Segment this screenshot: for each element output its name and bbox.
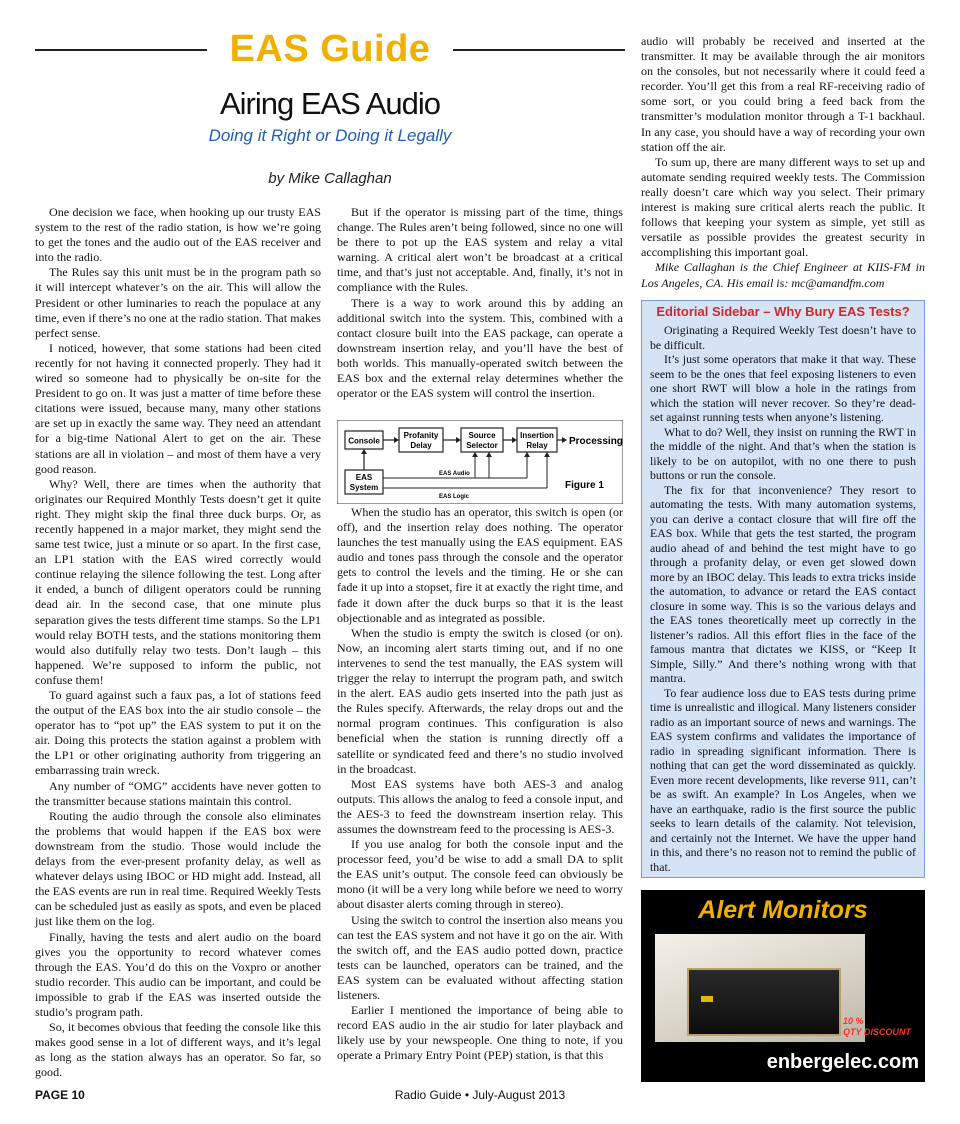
paragraph: Using the switch to control the insertion also means you can test the EAS system and not have it go on the air. With the switch off, and the EAS audio potted down, practice tests can be launched, operators can be trained, and the EAS system can be evaluated without affecting station listeners. <box>337 912 623 1002</box>
paragraph: Routing the audio through the console also eliminates the problems that would happen if the EAS box were downstream from the studio. Those would include the delays from the ever-present profanity delay, as well as whatever delays using IBOC or HD might add. Instead, all the EAS events are run in real time. Required Weekly Tests can be scheduled just as easily as spots, and even be placed just like them on the log. <box>35 808 321 929</box>
ad-discount-percent: 10 % <box>843 1016 864 1026</box>
paragraph: Any number of “OMG” accidents have never gotten to the transmitter because stations maintain this control. <box>35 778 321 808</box>
signal-flow-diagram <box>337 420 623 504</box>
paragraph: audio will probably be received and inserted at the transmitter. It may be available through the air monitors on the consoles, but not necessarily where it could feed a recorder. You’ll get this from a real RF-receiving radio of some sort, or you could bring a feed back from the transmitter’s modulation monitor through a T-1 backhaul. In any case, you should have a way of recording your own station off the air. <box>641 34 925 154</box>
article-column-2-bottom <box>337 505 623 1063</box>
figure-caption: Figure 1 <box>565 480 604 491</box>
paragraph: To guard against such a faux pas, a lot of stations feed the output of the EAS box into the air studio console – the operator has to “pot up” the EAS system to put it on the air. Doing this protects the station against a problem with the LP1 or other originating authority from triggering an embarrassing train wreck. <box>35 688 321 778</box>
profanity-label-2: Delay <box>410 441 432 450</box>
paragraph: But if the operator is missing part of the time, things change. The Rules aren’t being followed, since no one will be there to pot up the EAS system and relay a vital warning. A critical alert won’t be broadcast at a critical time, and that’s just not acceptable. And, finally, it’s not in compliance with the Rules. <box>337 205 623 295</box>
paragraph: The Rules say this unit must be in the program path so it will intercept whatever’s on the air. This will allow the President or other luminaries to reach the populace at any time, even if there’s no one at the radio station. That makes perfect sense. <box>35 265 321 340</box>
ad-title: Alert Monitors <box>698 896 868 924</box>
article-subtitle: Doing it Right or Doing it Legally <box>208 126 452 145</box>
paragraph: To sum up, there are many different ways to set up and automate sending required weekly tests. The Commission really doesn’t care which way you select. Their primary interest is making sure critical alerts reach the public. It follows that keeping your system as simple, yet still as versatile as possible provides the greatest security in accomplishing this important goal. <box>641 154 925 260</box>
paragraph: Earlier I mentioned the importance of being able to record EAS audio in the air studio for later playback and likely use by your newspeople. One thing to note, if you operate a Primary Entry Point (PEP) station, is that this <box>337 1003 623 1063</box>
paragraph: Most EAS systems have both AES-3 and analog outputs. This allows the analog to feed a console input, and the AES-3 to feed the downstream insertion relay. This assumes the downstream feed to the processing is AES-3. <box>337 776 623 836</box>
eas-label-2: System <box>349 483 379 492</box>
article-column-2-top <box>337 205 623 401</box>
eas-audio-label: EAS Audio <box>439 471 470 477</box>
paragraph: One decision we face, when hooking up our trusty EAS system to the rest of the radio station, is how we’re going to get the tones and the audio out of the EAS receiver and into the radio. <box>35 205 321 265</box>
eas-logic-label: EAS Logic <box>439 494 470 500</box>
sidebar-paragraph: What to do? Well, they insist on running the RWT in the middle of the night. And that’s when the station is likely to be on autopilot, with no one there to push buttons or run the console. <box>650 424 916 482</box>
console-label: Console <box>348 436 380 446</box>
figure-1-diagram <box>337 420 623 504</box>
sidebar-paragraph: To fear audience loss due to EAS tests during prime time is unrealistic and illogical. Many listeners consider radio as an important source of news and warnings. The EAS system confirms and validates the importance of radio in spreading significant information. There is nothing that can get the word disseminated as quickly. Even more recent developments, like reverse 911, can’t be as swift. An example? In Los Angeles, when we have an earthquake, radio is the first source the public seeks to learn details of the calamity. Not television, and certainly not the Internet. We have the upper hand in this, and there’s no reason not to remind the public of that. <box>650 685 916 874</box>
paragraph: When the studio is empty the switch is closed (or on). Now, an incoming alert starts timing out, and if no one intervenes to send the test manually, the EAS system will trigger the relay to interrupt the program path, and switch in the alert. EAS audio gets inserted into the path just as the Rules specify. Afterwards, the relay drops out and the normal program continues. This configuration is also beneficial when the station is running directly off a satellite or syndicated feed and there’s no studio involved in the broadcast. <box>337 625 623 776</box>
paragraph: Why? Well, there are times when the authority that originates our Required Monthly Tests doesn’t get it quite right. They might skip the final three duck burps. Or, as recently happened in a major market, they might send the same test twice, just a minute or so apart. In the first case, an LP1 station with the EAS wired correctly would continue relaying the silence following the test. Long after it ended, a bunch of diligent operators could be running dead air. In the second case, that one minute plus separation gives the tests different time stamps. So the LP1 would relay BOTH tests, and the stations monitoring them would also dutifully relay two tests. Don’t laugh – this happened. We’re supposed to inform the public, not confuse them! <box>35 476 321 687</box>
article-title: Airing EAS Audio <box>219 86 441 121</box>
section-banner <box>35 28 625 70</box>
paragraph: There is a way to work around this by adding an additional switch into the system. This, combined with a contact closure built into the EAS package, can operate a downstream insertion relay, and you’ll have the best of both worlds. This manually-operated switch between the EAS box and the external relay determines whether the operator or the EAS system will control the insertion. <box>337 295 623 401</box>
editorial-sidebar <box>641 300 925 878</box>
publication-footer: Radio Guide • July-August 2013 <box>394 1088 566 1102</box>
ad-product-panel <box>687 968 841 1036</box>
eas-label-1: EAS <box>355 473 373 482</box>
alert-monitors-advertisement[interactable] <box>641 890 925 1082</box>
sidebar-paragraph: It’s just some operators that make it that way. These seem to be the ones that feel exposing listeners to even one short RWT will blow a hole in the ratings from which the station will never recover. So they’re dead-set against running tests when anyone’s listening. <box>650 352 916 424</box>
author-bio: Mike Callaghan is the Chief Engineer at KIIS-FM in Los Angeles, CA. His email is: mc@amandfm.com <box>641 260 925 290</box>
section-title: EAS Guide <box>229 28 431 70</box>
sidebar-paragraph: Originating a Required Weekly Test doesn’t have to be difficult. <box>650 323 916 352</box>
ad-discount <box>843 1016 911 1038</box>
paragraph: So, it becomes obvious that feeding the console like this makes good sense in a lot of different ways, and it’s legal as long as the station always has an operator. So far, so good. <box>35 1020 321 1080</box>
sidebar-paragraph: The fix for that inconvenience? They resort to automating the tests. With many automation systems, you can derive a contact closure that will fire off the EAS box. While that gets the test started, the program audio ahead of and behind the test might have to go through a profanity delay, or even get slowed down more by an IBOC delay. This leads to extra tricks inside the automation, to advance or retard the EAS contact closure in some way. This is so the various delays and the EAS tones theoretically meet up correctly in the listener’s radios. All this effort flies in the face of the famous mantra that dictates we KISS, or “Keep It Simple, Silly.” And there’s nothing wrong with that mantra. <box>650 482 916 685</box>
paragraph: If you use analog for both the console input and the processor feed, you’d be wise to add a small DA to split the EAS unit’s output. The console feed can obviously be mono (it will be a very long while before we need to worry about disaster alerts coming through in stereo). <box>337 837 623 912</box>
page-number: PAGE 10 <box>35 1088 85 1102</box>
source-label-2: Selector <box>466 441 498 450</box>
ad-discount-text: QTY DISCOUNT <box>843 1027 911 1037</box>
sidebar-title: Editorial Sidebar – Why Bury EAS Tests? <box>656 304 910 319</box>
paragraph: When the studio has an operator, this switch is open (or off), and the insertion relay does nothing. The operator launches the test manually using the EAS equipment. EAS audio and tones pass through the console and the operator gets to control the levels and the timing. He or she can fade it up into a stopset, fire it at exactly the right time, and fade it down after the duck burps so that it is the least objectionable and as integrated as possible. <box>337 505 623 625</box>
ad-product-led <box>701 996 713 1002</box>
insertion-label-1: Insertion <box>520 431 554 440</box>
paragraph: Finally, having the tests and alert audio on the board gives you the opportunity to record whatever comes through the EAS. You’d do this on the Voxpro or another studio recorder. This audio can be important, and could be impossible to grab if the EAS was inserted outside the studio’s program path. <box>35 929 321 1019</box>
source-label-1: Source <box>468 431 496 440</box>
article-header <box>35 28 625 188</box>
paragraph: I noticed, however, that some stations had been cited recently for not having it connected properly. They had it wired so someone had to physically be on-site for the President to go on. It was just a matter of time before these citations were issued, because many, many other stations are set up in exactly the same way. They need an attendant for a big-time National Alert to get on the air. These stations are all in violation – and most of them have a very good reason. <box>35 340 321 476</box>
byline: by Mike Callaghan <box>268 170 392 187</box>
article-column-3 <box>641 34 925 291</box>
processing-label: Processing <box>569 436 623 447</box>
profanity-label-1: Profanity <box>403 431 439 440</box>
ad-url-link[interactable]: enbergelec.com <box>766 1051 919 1073</box>
article-column-1 <box>35 205 321 1080</box>
insertion-label-2: Relay <box>526 441 548 450</box>
